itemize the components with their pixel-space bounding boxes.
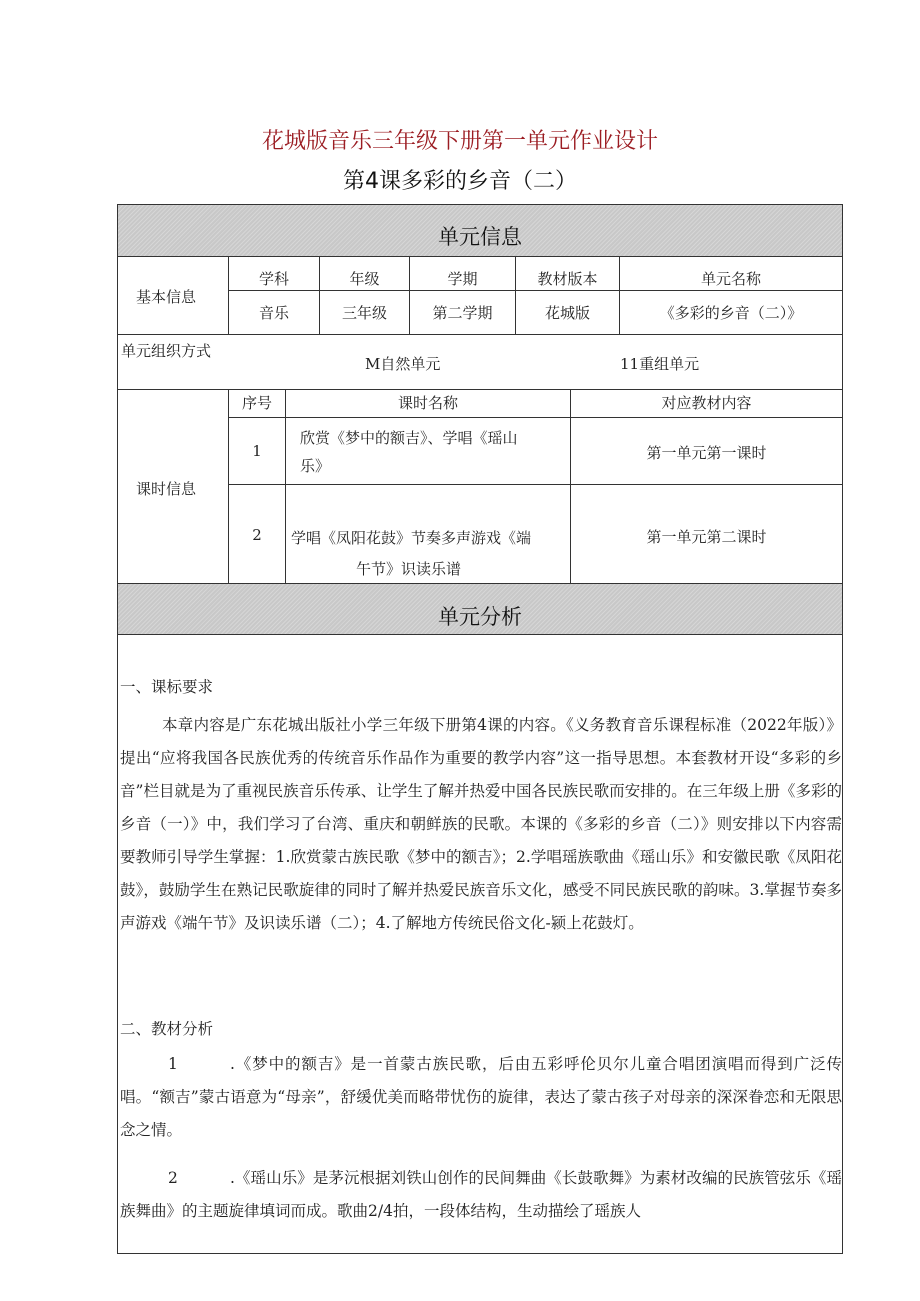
lesson-2-name-line1: 学唱《凤阳花鼓》节奏多声游戏《端 — [291, 529, 532, 547]
org-method-label: 单元组织方式 — [121, 342, 212, 360]
lesson-header-no: 序号 — [241, 394, 272, 412]
grid-line — [228, 290, 842, 291]
grid-line — [570, 389, 571, 583]
lesson-header-name: 课时名称 — [397, 394, 458, 412]
header-semester: 学期 — [447, 270, 478, 288]
header-unit-name: 单元名称 — [700, 270, 761, 288]
value-unit-name: 《多彩的乡音（二）》 — [659, 304, 803, 322]
document-title: 花城版音乐三年级下册第一单元作业设计 — [261, 129, 658, 154]
unit-info-banner: 单元信息 — [118, 205, 842, 257]
lesson-1-content: 第一单元第一课时 — [646, 444, 767, 462]
grid-line — [285, 389, 286, 583]
lesson-2-name-line2: 午节》识读乐谱 — [356, 560, 462, 578]
header-grade: 年级 — [349, 270, 380, 288]
basic-info-label: 基本信息 — [136, 288, 197, 306]
org-option-natural: M自然单元 — [365, 355, 441, 373]
analysis-item-2-text: .《瑶山乐》是茅沅根据刘铁山创作的民间舞曲《长鼓歌舞》为素材改编的民族管弦乐《瑶族舞曲》的主题旋律填词而成。歌曲2/4拍，一段体结构，生动描绘了瑶族人 — [120, 1169, 842, 1220]
analysis-item-2 — [120, 1162, 842, 1228]
section2-heading: 二、教材分析 — [120, 1020, 214, 1038]
value-subject: 音乐 — [258, 304, 289, 322]
grid-line — [118, 334, 842, 335]
lesson-1-name-line1: 欣赏《梦中的额吉》、学唱《瑶山 — [300, 429, 518, 447]
grid-line — [228, 389, 229, 583]
value-grade: 三年级 — [341, 304, 387, 322]
analysis-item-2-number: 2 — [168, 1169, 178, 1187]
header-edition: 教材版本 — [537, 270, 598, 288]
lesson-subtitle: 第4课多彩的乡音（二） — [343, 169, 577, 194]
analysis-item-1-text: .《梦中的额吉》是一首蒙古族民歌，后由五彩呼伦贝尔儿童合唱团演唱而得到广泛传唱。“额吉”蒙古语意为“母亲”，舒缓优美而略带忧伤的旋律，表达了蒙古孩子对母亲的深深眷恋和无限思念之情。 — [120, 1055, 842, 1139]
grid-line — [118, 389, 842, 390]
section1-heading: 一、课标要求 — [120, 678, 214, 696]
lesson-info-label: 课时信息 — [136, 480, 197, 498]
header-subject: 学科 — [258, 270, 289, 288]
lesson-1-no: 1 — [252, 442, 262, 460]
value-semester: 第二学期 — [432, 304, 493, 322]
grid-line — [228, 417, 842, 418]
section1-paragraph: 本章内容是广东花城出版社小学三年级下册第4课的内容。《义务教育音乐课程标准（2022年版）》提出“应将我国各民族优秀的传统音乐作品作为重要的教学内容”这一指导思想。本套教材开设“多彩的乡音”栏目就是为了重视民族音乐传承、让学生了解并热爱中国各民族民歌而安排的。在三年级上册《多彩的乡音（一）》中，我们学习了台湾、重庆和朝鲜族的民歌。本课的《多彩的乡音（二）》则安排以下内容需要教师引导学生掌握：1.欣赏蒙古族民歌《梦中的额吉》；2.学唱瑶族歌曲《瑶山乐》和安徽民歌《凤阳花鼓》，鼓励学生在熟记民歌旋律的同时了解并热爱民族音乐文化，感受不同民族民歌的韵味。3.掌握节奏多声游戏《端午节》及识读乐谱（二）；4.了解地方传统民俗文化-颍上花鼓灯。 — [120, 716, 842, 932]
analysis-item-1 — [120, 1048, 842, 1147]
value-edition: 花城版 — [544, 304, 590, 322]
org-option-regroup: 11重组单元 — [620, 355, 700, 373]
lesson-1-name-line2: 乐》 — [300, 457, 331, 475]
grid-line — [228, 484, 842, 485]
unit-analysis-banner: 单元分析 — [118, 583, 842, 635]
lesson-2-content: 第一单元第二课时 — [646, 528, 767, 546]
lesson-header-content: 对应教材内容 — [661, 394, 752, 412]
lesson-2-no: 2 — [252, 526, 262, 544]
analysis-item-1-number: 1 — [168, 1055, 178, 1073]
